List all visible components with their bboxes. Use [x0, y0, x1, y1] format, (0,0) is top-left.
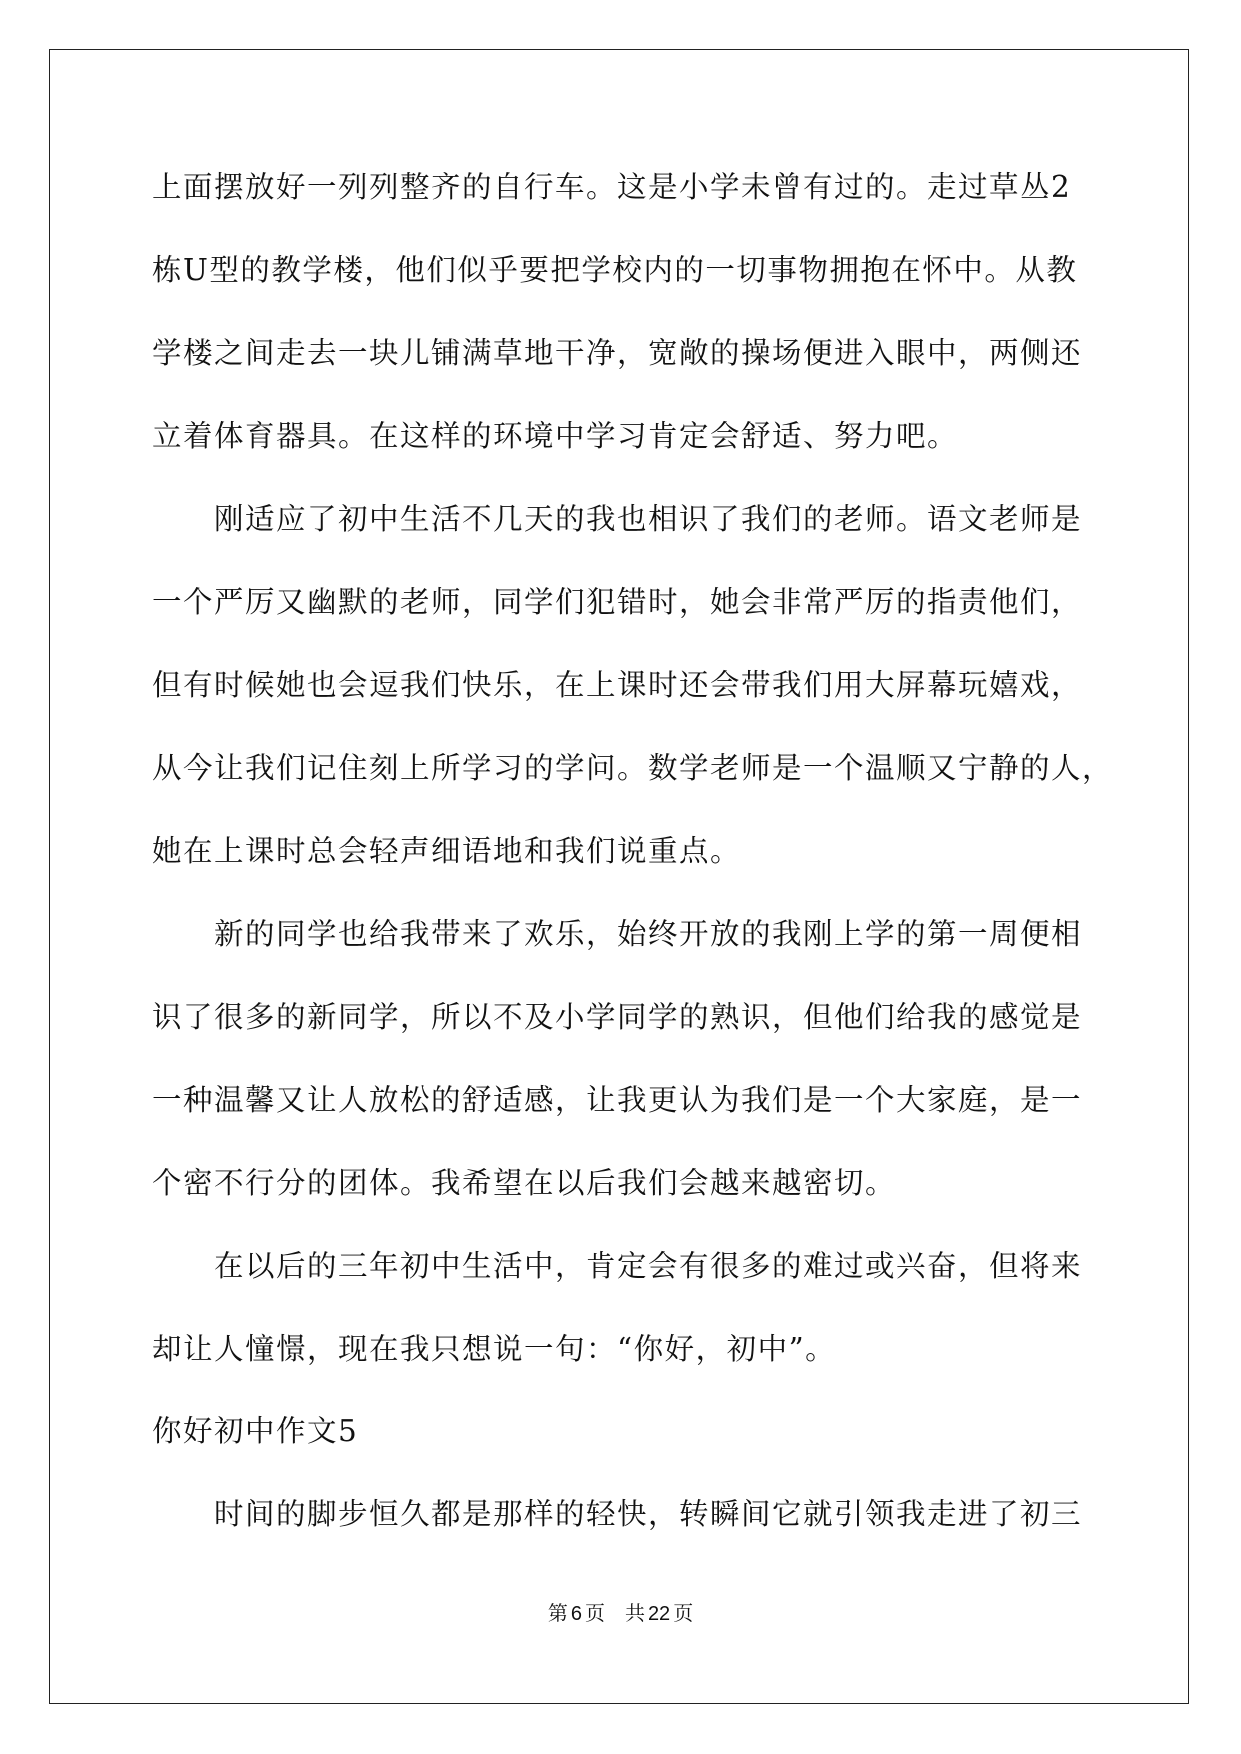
body-line: 刚适应了初中生活不几天的我也相识了我们的老师。语文老师是	[152, 502, 1083, 536]
footer-total-prefix: 共	[624, 1601, 645, 1625]
body-line: 但有时候她也会逗我们快乐，在上课时还会带我们用大屏幕玩嬉戏，	[152, 668, 1083, 702]
body-line: 新的同学也给我带来了欢乐，始终开放的我刚上学的第一周便相	[152, 917, 1083, 951]
body-line: 个密不行分的团体。我希望在以后我们会越来越密切。	[152, 1166, 897, 1200]
page-footer	[0, 1597, 1241, 1626]
body-line: 上面摆放好一列列整齐的自行车。这是小学未曾有过的。走过草丛2	[152, 170, 1072, 204]
body-line: 学楼之间走去一块儿铺满草地干净，宽敞的操场便进入眼中，两侧还	[152, 336, 1083, 370]
footer-prefix: 第	[547, 1601, 568, 1625]
body-line: 在以后的三年初中生活中，肯定会有很多的难过或兴奋，但将来	[152, 1249, 1083, 1283]
page-border	[49, 49, 1189, 1704]
body-line: 从今让我们记住刻上所学习的学问。数学老师是一个温顺又宁静的人，	[152, 751, 1114, 785]
body-line: 她在上课时总会轻声细语地和我们说重点。	[152, 834, 742, 868]
footer-page-number: 6	[570, 1603, 582, 1625]
body-line: 立着体育器具。在这样的环境中学习肯定会舒适、努力吧。	[152, 419, 959, 453]
footer-total-pages: 22	[647, 1603, 671, 1625]
footer-total-suffix: 页	[673, 1601, 694, 1625]
section-heading: 你好初中作文5	[152, 1414, 359, 1448]
body-line: 识了很多的新同学，所以不及小学同学的熟识，但他们给我的感觉是	[152, 1000, 1083, 1034]
body-line: 一种温馨又让人放松的舒适感，让我更认为我们是一个大家庭，是一	[152, 1083, 1083, 1117]
body-line: 却让人憧憬，现在我只想说一句：“你好，初中”。	[152, 1332, 837, 1366]
body-line: 栋U型的教学楼，他们似乎要把学校内的一切事物拥抱在怀中。从教	[152, 253, 1078, 287]
body-line: 一个严厉又幽默的老师，同学们犯错时，她会非常严厉的指责他们，	[152, 585, 1083, 619]
body-line: 时间的脚步恒久都是那样的轻快，转瞬间它就引领我走进了初三	[152, 1497, 1083, 1531]
footer-page-suffix: 页	[584, 1601, 605, 1625]
